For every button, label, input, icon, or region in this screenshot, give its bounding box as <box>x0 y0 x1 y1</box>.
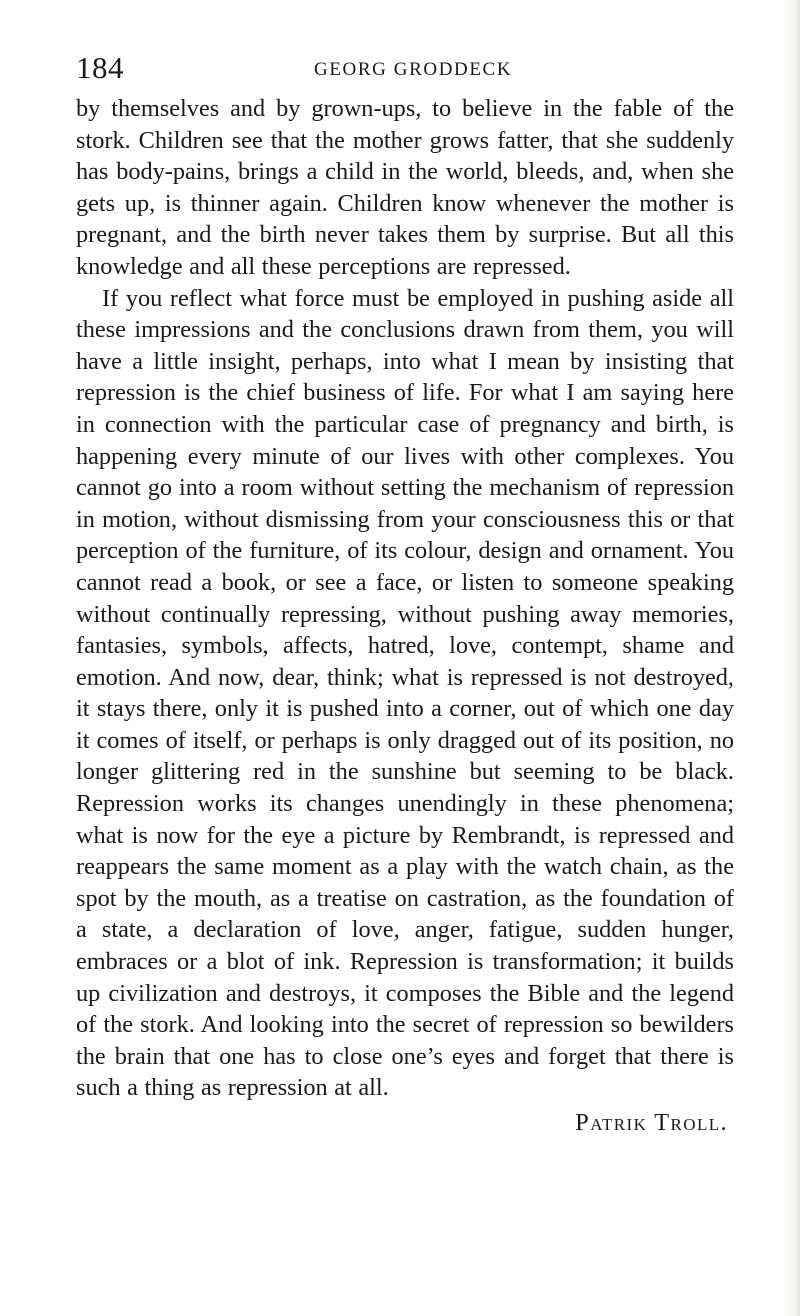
page-number: 184 <box>76 50 124 85</box>
body-text <box>76 93 734 1139</box>
signature: Patrik Troll. <box>575 1109 728 1136</box>
paragraph: If you reflect what force must be employed in pushing aside all these impressions and the conclusions drawn from them, you will have a little insight, perhaps, into what I mean by insisting that repression is the chief business of life. For what I am saying here in connection with the particular case of pregnancy and birth, is happening every minute of our lives with other complexes. You cannot go into a room without setting the mechanism of repression in motion, without dismissing from your consciousness this or that perception of the furniture, of its colour, design and ornament. You cannot read a book, or see a face, or listen to someone speaking without continually repressing, without pushing away memories, fantasies, symbols, affects, hatred, love, contempt, shame and emotion. And now, dear, think; what is repressed is not destroyed, it stays there, only it is pushed into a corner, out of which one day it comes of itself, or perhaps is only dragged out of its position, no longer glittering red in the sunshine but seeming to be black. Repression works its changes unendingly in these phenomena; what is now for the eye a picture by Rembrandt, is repressed and reappears the same moment as a play with the watch chain, as the spot by the mouth, as a treatise on castration, as the foundation of a state, a declaration of love, anger, fatigue, sudden hunger, embraces or a blot of ink. Repression is transformation; it builds up civilization and destroys, it composes the Bible and the legend of the stork. And looking into the secret of repression so bewilders the brain that one has to close one’s eyes and forget that there is such a thing as repression at all. <box>76 284 734 1102</box>
paragraph: by themselves and by grown-ups, to believe in the fable of the stork. Children see that the mother grows fatter, that she suddenly has body-pains, brings a child in the world, bleeds, and, when she gets up, is thinner again. Children know whenever the mother is pregnant, and the birth never takes them by surprise. But all this knowledge and all these perceptions are repressed. <box>76 95 734 280</box>
running-head: GEORG GRODDECK <box>314 59 513 80</box>
page-header <box>76 48 736 88</box>
page-edge-shadow <box>782 0 800 1316</box>
